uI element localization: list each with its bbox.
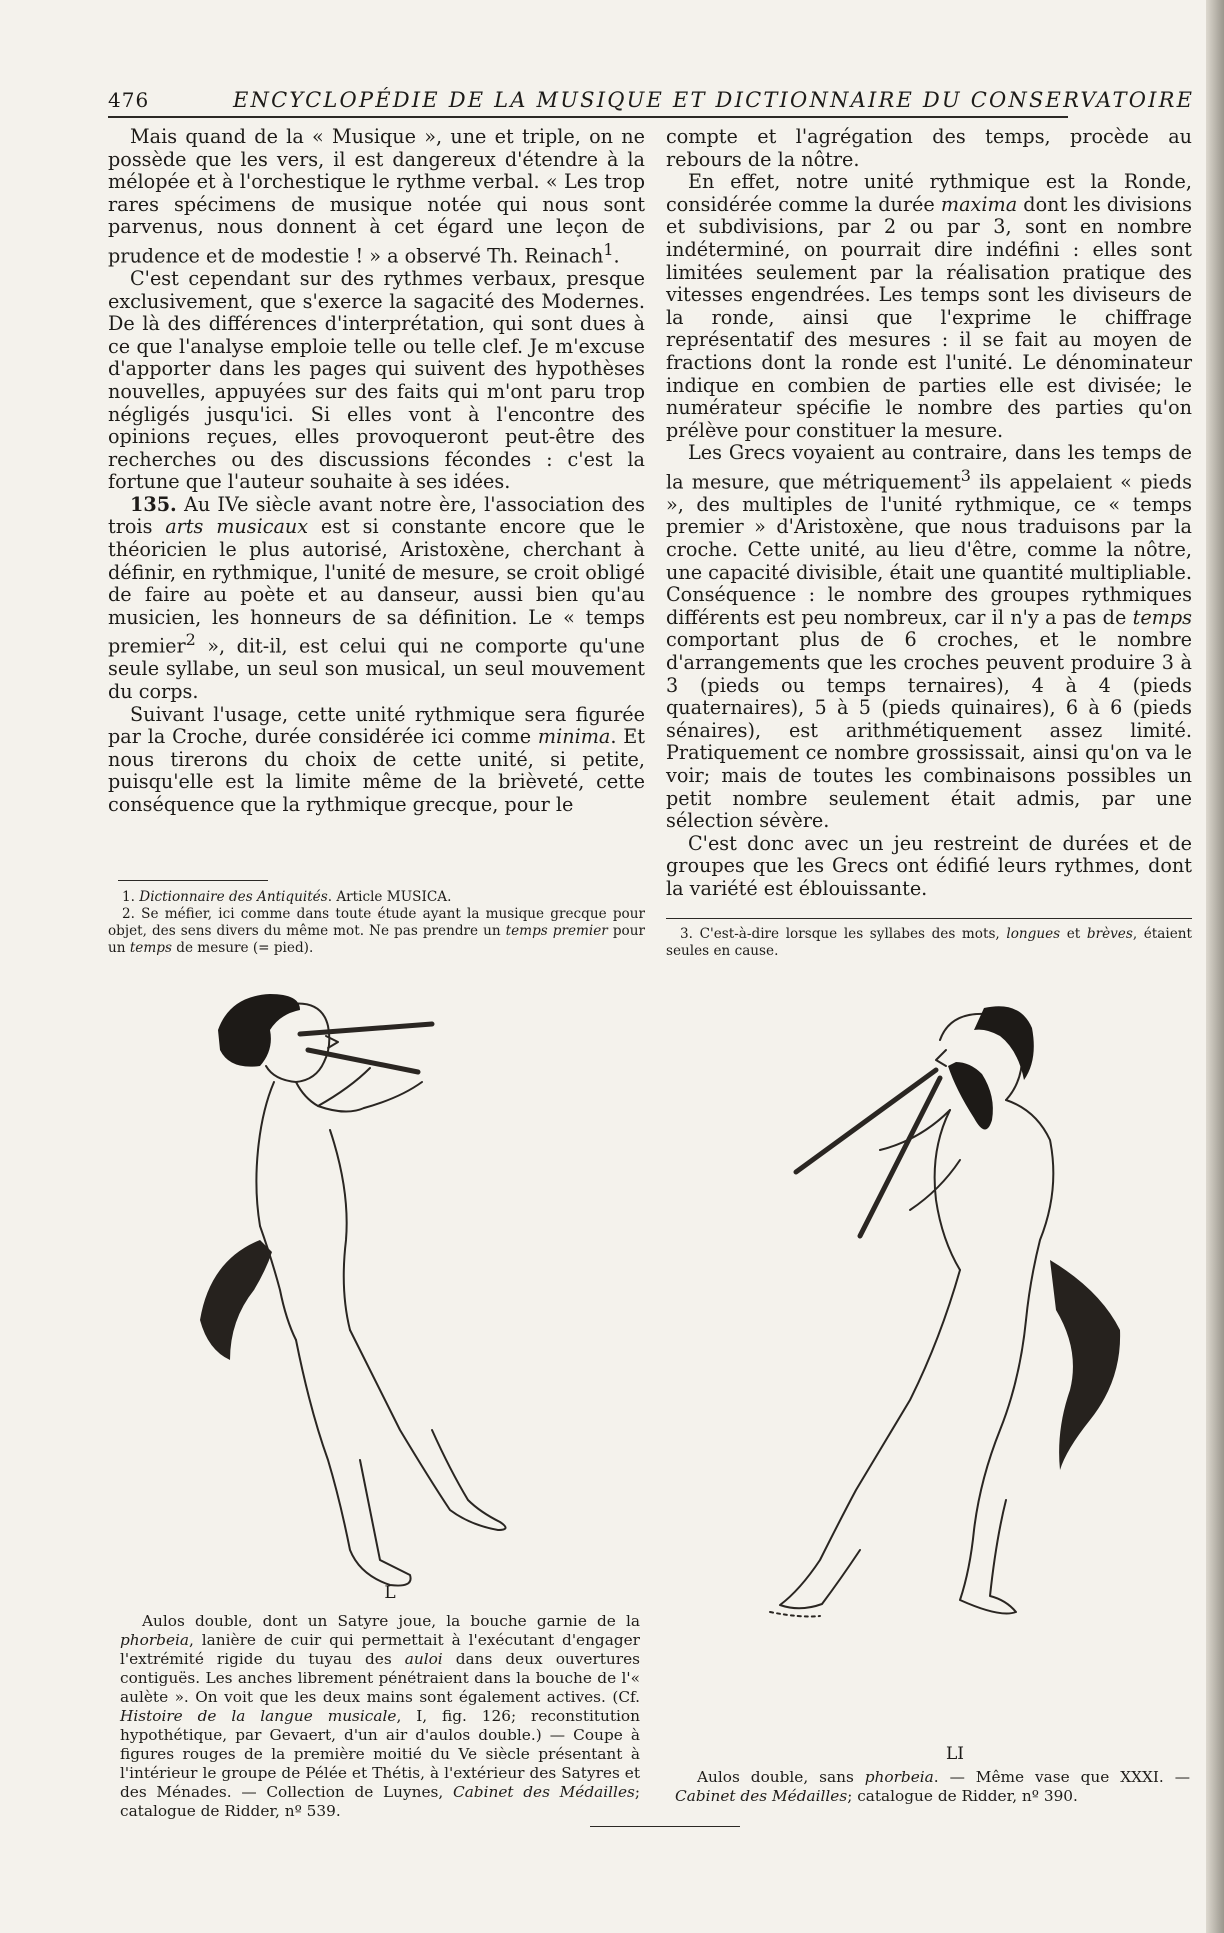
paragraph: Les Grecs voyaient au contraire, dans les temps de la mesure, que métriquement$^3$ ils appelaient « pieds », des multiples de l'unité rythmique, ce « temps premier » d'Aristoxène, que nous traduisons par la croche. Cette unité, au lieu d'être, comme la nôtre, une capacité divisible, était une quantité multipliable. Conséquence : le nombre des groupes rythmiques différents est peu nombreux, car il n'y a pas de temps comportant plus de 6 croches, et le nombre d'arrangements que les croches peuvent produire 3 à 3 (pieds ou temps ternaires), 4 à 4 (pieds quaternaires), 5 à 5 (pieds quinaires), 6 à 6 (pieds sénaires), est arithmétiquement assez limité. Pratiquement ce nombre grossissait, ainsi qu'on va le voir; mais de toutes les combinaisons possibles un petit nombre seulement était admis, par une sélection sévère. (666, 441, 1193, 833)
paragraph: Mais quand de la « Musique », une et triple, on ne possède que les vers, il est dangereux d'étendre à la mélopée et à l'orchestique le rythme verbal. « Les trop rares spécimens de musique notée qui nous sont parvenus, nous donnent à cet égard une leçon de prudence et de modestie ! » a observé Th. Reinach$^1$. (108, 125, 645, 268)
footnotes-right (666, 926, 1192, 960)
paragraph: En effet, notre unité rythmique est la Ronde, considérée comme la durée maxima dont les divisions et subdivisions, par 2 ou par 3, sont en nombre indéterminé, on pourrait dire indéfini : elles sont limitées seulement par la réalisation pratique des vitesses engendrées. Les temps sont les diviseurs de la ronde, ainsi que l'exprime le chiffrage représentatif des mesures : il se fait au moyen de fractions dont la ronde est l'unité. Le dénominateur indique en combien de parties elle est divisée; le numérateur spécifie le nombre des parties qu'on prélève pour constituer la mesure. (666, 170, 1192, 442)
end-rule (590, 1826, 740, 1827)
running-title: ENCYCLOPÉDIE DE LA MUSIQUE ET DICTIONNAIRE DU CONSERVATOIRE (233, 88, 1195, 112)
footnote-ref: 3 (960, 465, 971, 485)
footnote-rule (666, 918, 1192, 919)
figure-caption-L: Aulos double, dont un Satyre joue, la bouche garnie de la phorbeia, lanière de cuir qui permettait à l'exécutant d'engager l'extrémité rigide du tuyau des auloi dans deux ouvertures contiguës. Les anches librement pénétraient dans la bouche de l'« aulète ». On voit que les deux mains sont également actives. (Cf. Histoire de la langue musicale, I, fig. 126; reconstitution hypothétique, par Gevaert, d'un air d'aulos double.) — Coupe à figures rouges de la première moitié du Ve siècle présentant à l'intérieur le groupe de Pélée et Thétis, à l'extérieur des Satyres et des Ménades. — Collection de Luynes, Cabinet des Médailles; catalogue de Ridder, nº 539. (120, 1612, 641, 1820)
footnote-rule (118, 880, 268, 881)
page-header (108, 86, 1195, 118)
satyr-aulete-illustration-right (760, 1000, 1140, 1640)
satyr-aulete-illustration-left (200, 990, 580, 1600)
figure-caption-LI: Aulos double, sans phorbeia. — Même vase que XXXI. — Cabinet des Médailles; catalogue de Ridder, nº 390. (675, 1768, 1190, 1805)
left-column (108, 126, 645, 817)
paragraph-135: 135. Au IVe siècle avant notre ère, l'association des trois arts musicaux est si constante encore que le théoricien le plus autorisé, Aristoxène, cherchant à définir, en rythmique, l'unité de mesure, se croit obligé de faire au poète et au danseur, aussi bien qu'au musicien, les honneurs de sa définition. Le « temps premier$^2$ », dit-il, est celui qui ne comporte qu'une seule syllabe, un seul son musical, un seul mouvement du corps. (108, 492, 645, 704)
footnotes-left (108, 889, 645, 957)
paragraph: Suivant l'usage, cette unité rythmique sera figurée par la Croche, durée considérée ici comme minima. Et nous tirerons du choix de cette unité, si petite, puisqu'elle est la limite même de la brièveté, cette conséquence que la rythmique grecque, pour le (108, 702, 645, 816)
footnote-ref: 1 (603, 239, 614, 259)
page-number: 476 (108, 88, 150, 112)
footnote-3: 3. C'est-à-dire lorsque les syllabes des mots, longues et brèves, étaient seules en cause. (666, 926, 1192, 959)
footnote-2: 2. Se méfier, ici comme dans toute étude ayant la musique grecque pour objet, des sens divers du même mot. Ne pas prendre un temps premier pour un temps de mesure (= pied). (108, 906, 645, 956)
paragraph: compte et l'agrégation des temps, procède au rebours de la nôtre. (666, 125, 1192, 171)
footnote-ref: 2 (185, 630, 196, 650)
section-number: 135. (130, 492, 177, 516)
figure-label-LI: LI (945, 1744, 964, 1764)
page-edge-shadow (1206, 0, 1224, 1933)
right-column (666, 126, 1192, 901)
footnote-1: 1. Dictionnaire des Antiquités. Article MUSICA. (122, 889, 452, 905)
figure-label-L: L (384, 1583, 396, 1603)
paragraph: C'est cependant sur des rythmes verbaux, presque exclusivement, que s'exerce la sagacité des Modernes. De là des différences d'interprétation, qui sont dues à ce que l'analyse emploie telle ou telle clef. Je m'excuse d'apporter dans les pages qui suivent des hypothèses nouvelles, appuyées sur des faits qui m'ont paru trop négligés jusqu'ici. Si elles vont à l'encontre des opinions reçues, elles provoqueront peut-être des recherches ou des discussions fécondes : c'est la fortune que l'auteur souhaite à ses idées. (108, 266, 645, 494)
paragraph: C'est donc avec un jeu restreint de durées et de groupes que les Grecs ont édifié leurs rythmes, dont la variété est éblouissante. (666, 831, 1192, 900)
